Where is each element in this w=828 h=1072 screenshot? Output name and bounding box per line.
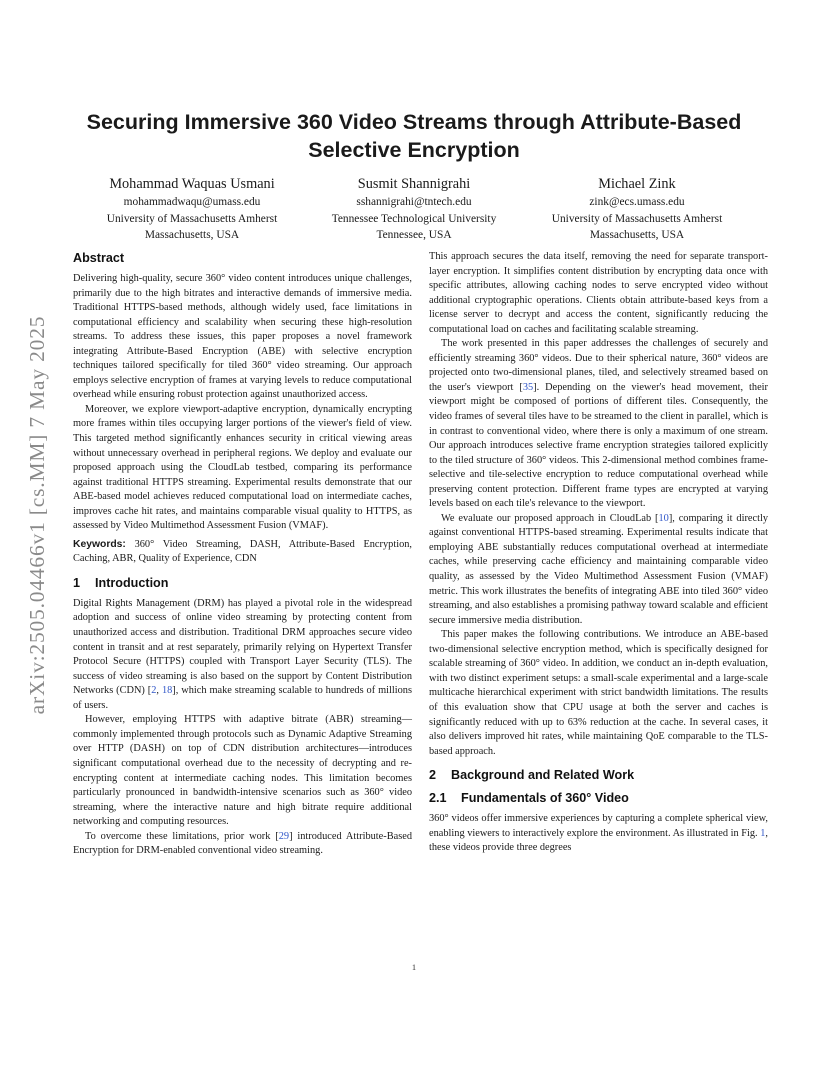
text-run: To overcome these limitations, prior work [ (85, 830, 279, 842)
author-location: Massachusetts, USA (144, 229, 240, 242)
text-run: 360° videos offer immersive experiences by capturing a complete spherical view, enabling viewers to interactively explore the environment. As illustrated in Fig. (429, 813, 768, 839)
subsection-2-1-heading (429, 790, 768, 806)
author-email[interactable]: sshannigrahi@tntech.edu (356, 196, 472, 208)
author-name: Susmit Shannigrahi (357, 176, 471, 192)
abstract-paragraph-2: Moreover, we explore viewport-adaptive encryption, dynamically encrypting more frames within tiles occupying larger portions of the viewer's field of view. This targeted method significantly enhances security in critical viewing areas without unnecessary overhead in peripheral regions. We deploy and evaluate our proposed approach using the CloudLab testbed, comparing its performance against traditional HTTPS streaming. Experimental results demonstrate that our ABE-based model achieves reduced computational load on intermediate caches, improves cache hit rates, and maintains comparable visual quality to HTTPS, as assessed by Video Multimethod Assessment Fusion (VMAF). (73, 403, 412, 532)
left-column (73, 250, 412, 859)
keywords-label: Keywords: (73, 538, 126, 550)
subsection-title: Fundamentals of 360° Video (461, 791, 629, 806)
author-name: Michael Zink (598, 176, 676, 192)
right-column (429, 250, 768, 856)
citation-link[interactable]: 18 (161, 685, 173, 697)
citation-link[interactable]: 10 (658, 512, 669, 524)
author-location: Tennessee, USA (376, 229, 452, 242)
author-block-2 (294, 175, 534, 244)
section-1-heading (73, 575, 412, 591)
author-affiliation: University of Massachusetts Amherst (106, 212, 278, 225)
text-run: ], comparing it directly against conventional HTTPS-based streaming. Experimental results indicate that employing ABE substantially reduces computational overhead at intermediate caches, while preserving cache efficiency and maintaining comparable video quality, as assessed by the Video Multimethod Assessment Fusion (VMAF) metric. This work illustrates the benefits of integrating ABE into tiled 360° video streaming, and also establishes a promising pathway toward scalable and efficient secure immersive media distribution. (429, 512, 768, 626)
citation-link[interactable]: 35 (522, 381, 534, 393)
keywords-text: 360° Video Streaming, DASH, Attribute-Based Encryption, Caching, ABR, Quality of Experience, CDN (73, 538, 412, 565)
text-run: ]. Depending on the viewer's head movement, their viewport might be composed of portions of different tiles. Consequently, the video frames of several tiles have to be streamed to the client in parallel, which is in contrast to conventional video, where there is only a maximum of one stream. Our approach introduces selective frame encryption strategies tailored explicitly to the tiled structure of 360° videos. This 2-dimensional method combines frame-selective and tile-selective encryption to reduce computational overhead while preserving content protection. Different frame types are encrypted at varying levels based on each tile's relevance to the viewport. (429, 381, 768, 510)
section-title: Introduction (95, 575, 169, 590)
section-2-heading (429, 767, 768, 783)
text-run: We evaluate our proposed approach in CloudLab [ (441, 512, 659, 524)
title-line-2: Selective Encryption (308, 138, 520, 162)
arxiv-stamp (22, 270, 52, 760)
text-run: , these videos provide three degrees (429, 827, 768, 854)
citation-link[interactable]: 29 (278, 830, 290, 842)
author-location: Massachusetts, USA (589, 229, 685, 242)
text-run: ] introduced Attribute-Based Encryption for DRM-enabled conventional video streaming. (73, 830, 412, 857)
citation-link[interactable]: 2 (151, 685, 157, 697)
intro-paragraph-3 (73, 830, 412, 859)
arxiv-stamp-text: arXiv:2505.04466v1 [cs.MM] 7 May 2025 (25, 315, 49, 715)
intro-paragraph-1 (73, 597, 412, 713)
text-run: Digital Rights Management (DRM) has played a pivotal role in the widespread adoption and success of online video streaming by protecting content from unauthorized access and distribution. Traditional DRM approaches secure video content in transit and at rest separately, primarily relying on Hypertext Transfer Protocol Secure (HTTPS) coupled with Transport Layer Security (TLS). The success of video streaming is also based on the support by Content Distribution Networks (CDN) [ (73, 597, 412, 697)
right-paragraph-1: This approach secures the data itself, removing the need for separate transport-layer encryption. It simplifies content distribution by encrypting data once with specific attributes, allowing caching nodes to serve encrypted video without additional cryptographic operations. Clients obtain attribute-based keys from a license server to decrypt and access the content, significantly reducing the computational load on caches and facilitating scalable streaming. (429, 251, 768, 335)
author-block-1 (72, 175, 312, 244)
subsection-number: 2.1 (429, 791, 447, 806)
author-block-3 (517, 175, 757, 244)
right-paragraph-3 (429, 512, 768, 628)
section-number: 2 (429, 768, 437, 783)
title-line-1: Securing Immersive 360 Video Streams through Attribute-Based (86, 110, 742, 134)
author-email[interactable]: mohammadwaqu@umass.edu (123, 196, 261, 208)
author-affiliation: University of Massachusetts Amherst (551, 212, 723, 225)
figure-link[interactable]: 1 (760, 827, 766, 839)
right-paragraph-4: This paper makes the following contributions. We introduce an ABE-based two-dimensional selective encryption method, which is specifically designed for scalable streaming of 360° video. In addition, we conduct an in-depth evaluation, with two distinct experiment setups: a small-scale experimental and a large-scale multicache hierarchical experiment with strict bandwidth limitations. The results of this evaluation show that CPU usage at both the server and caches is significantly reduced with up to 63% reduction at the cache. In several cases, it also delivers improved hit rates, while maintaining QoE comparable to the TLS-based approach. (429, 629, 768, 757)
text-run: , (156, 685, 162, 697)
abstract-paragraph-1: Delivering high-quality, secure 360° video content introduces unique challenges, primarily due to the high bitrates and interactive demands of immersive media. Traditional HTTPS-based methods, although widely used, face limitations in computational efficiency and scalability when securing these high-resolution streams. To address these issues, this paper proposes a novel framework integrating Attribute-Based Encryption (ABE) with selective encryption techniques tailored specifically for tiled 360° video streaming. Our approach employs selective encryption of frames at varying levels to reduce computational overhead while ensuring robust protection against unauthorized access. (73, 273, 412, 401)
author-affiliation: Tennessee Technological University (331, 212, 497, 225)
text-run: The work presented in this paper addresses the challenges of securely and efficiently streaming 360° videos. Due to their spherical nature, 360° videos are projected onto two-dimensional planes, tiled, and selectively streamed based on the user's viewport [ (429, 338, 768, 393)
paper-title (72, 108, 756, 164)
intro-paragraph-2: However, employing HTTPS with adaptive bitrate (ABR) streaming—commonly implemented through protocols such as Dynamic Adaptive Streaming over HTTP (DASH) on top of CDN distribution architectures—introduces significant computational overhead due to the necessity of decrypting and re-encrypting content at intermediate caching nodes. This limitation becomes particularly pronounced in bandwidth-intensive scenarios such as 360° video streaming, where the interactive nature and high bitrate require additional networking and computing resources. (73, 714, 412, 828)
section-title: Background and Related Work (451, 768, 635, 783)
text-run: ], which make streaming scalable to hundreds of millions of users. (73, 685, 412, 711)
keywords (73, 538, 412, 567)
author-name: Mohammad Waquas Usmani (109, 176, 275, 192)
right-paragraph-2 (429, 337, 768, 512)
author-email[interactable]: zink@ecs.umass.edu (589, 196, 685, 208)
section-number: 1 (73, 575, 81, 590)
abstract-heading: Abstract (73, 251, 125, 265)
right-paragraph-5 (429, 812, 768, 856)
page-number: 1 (411, 962, 417, 972)
